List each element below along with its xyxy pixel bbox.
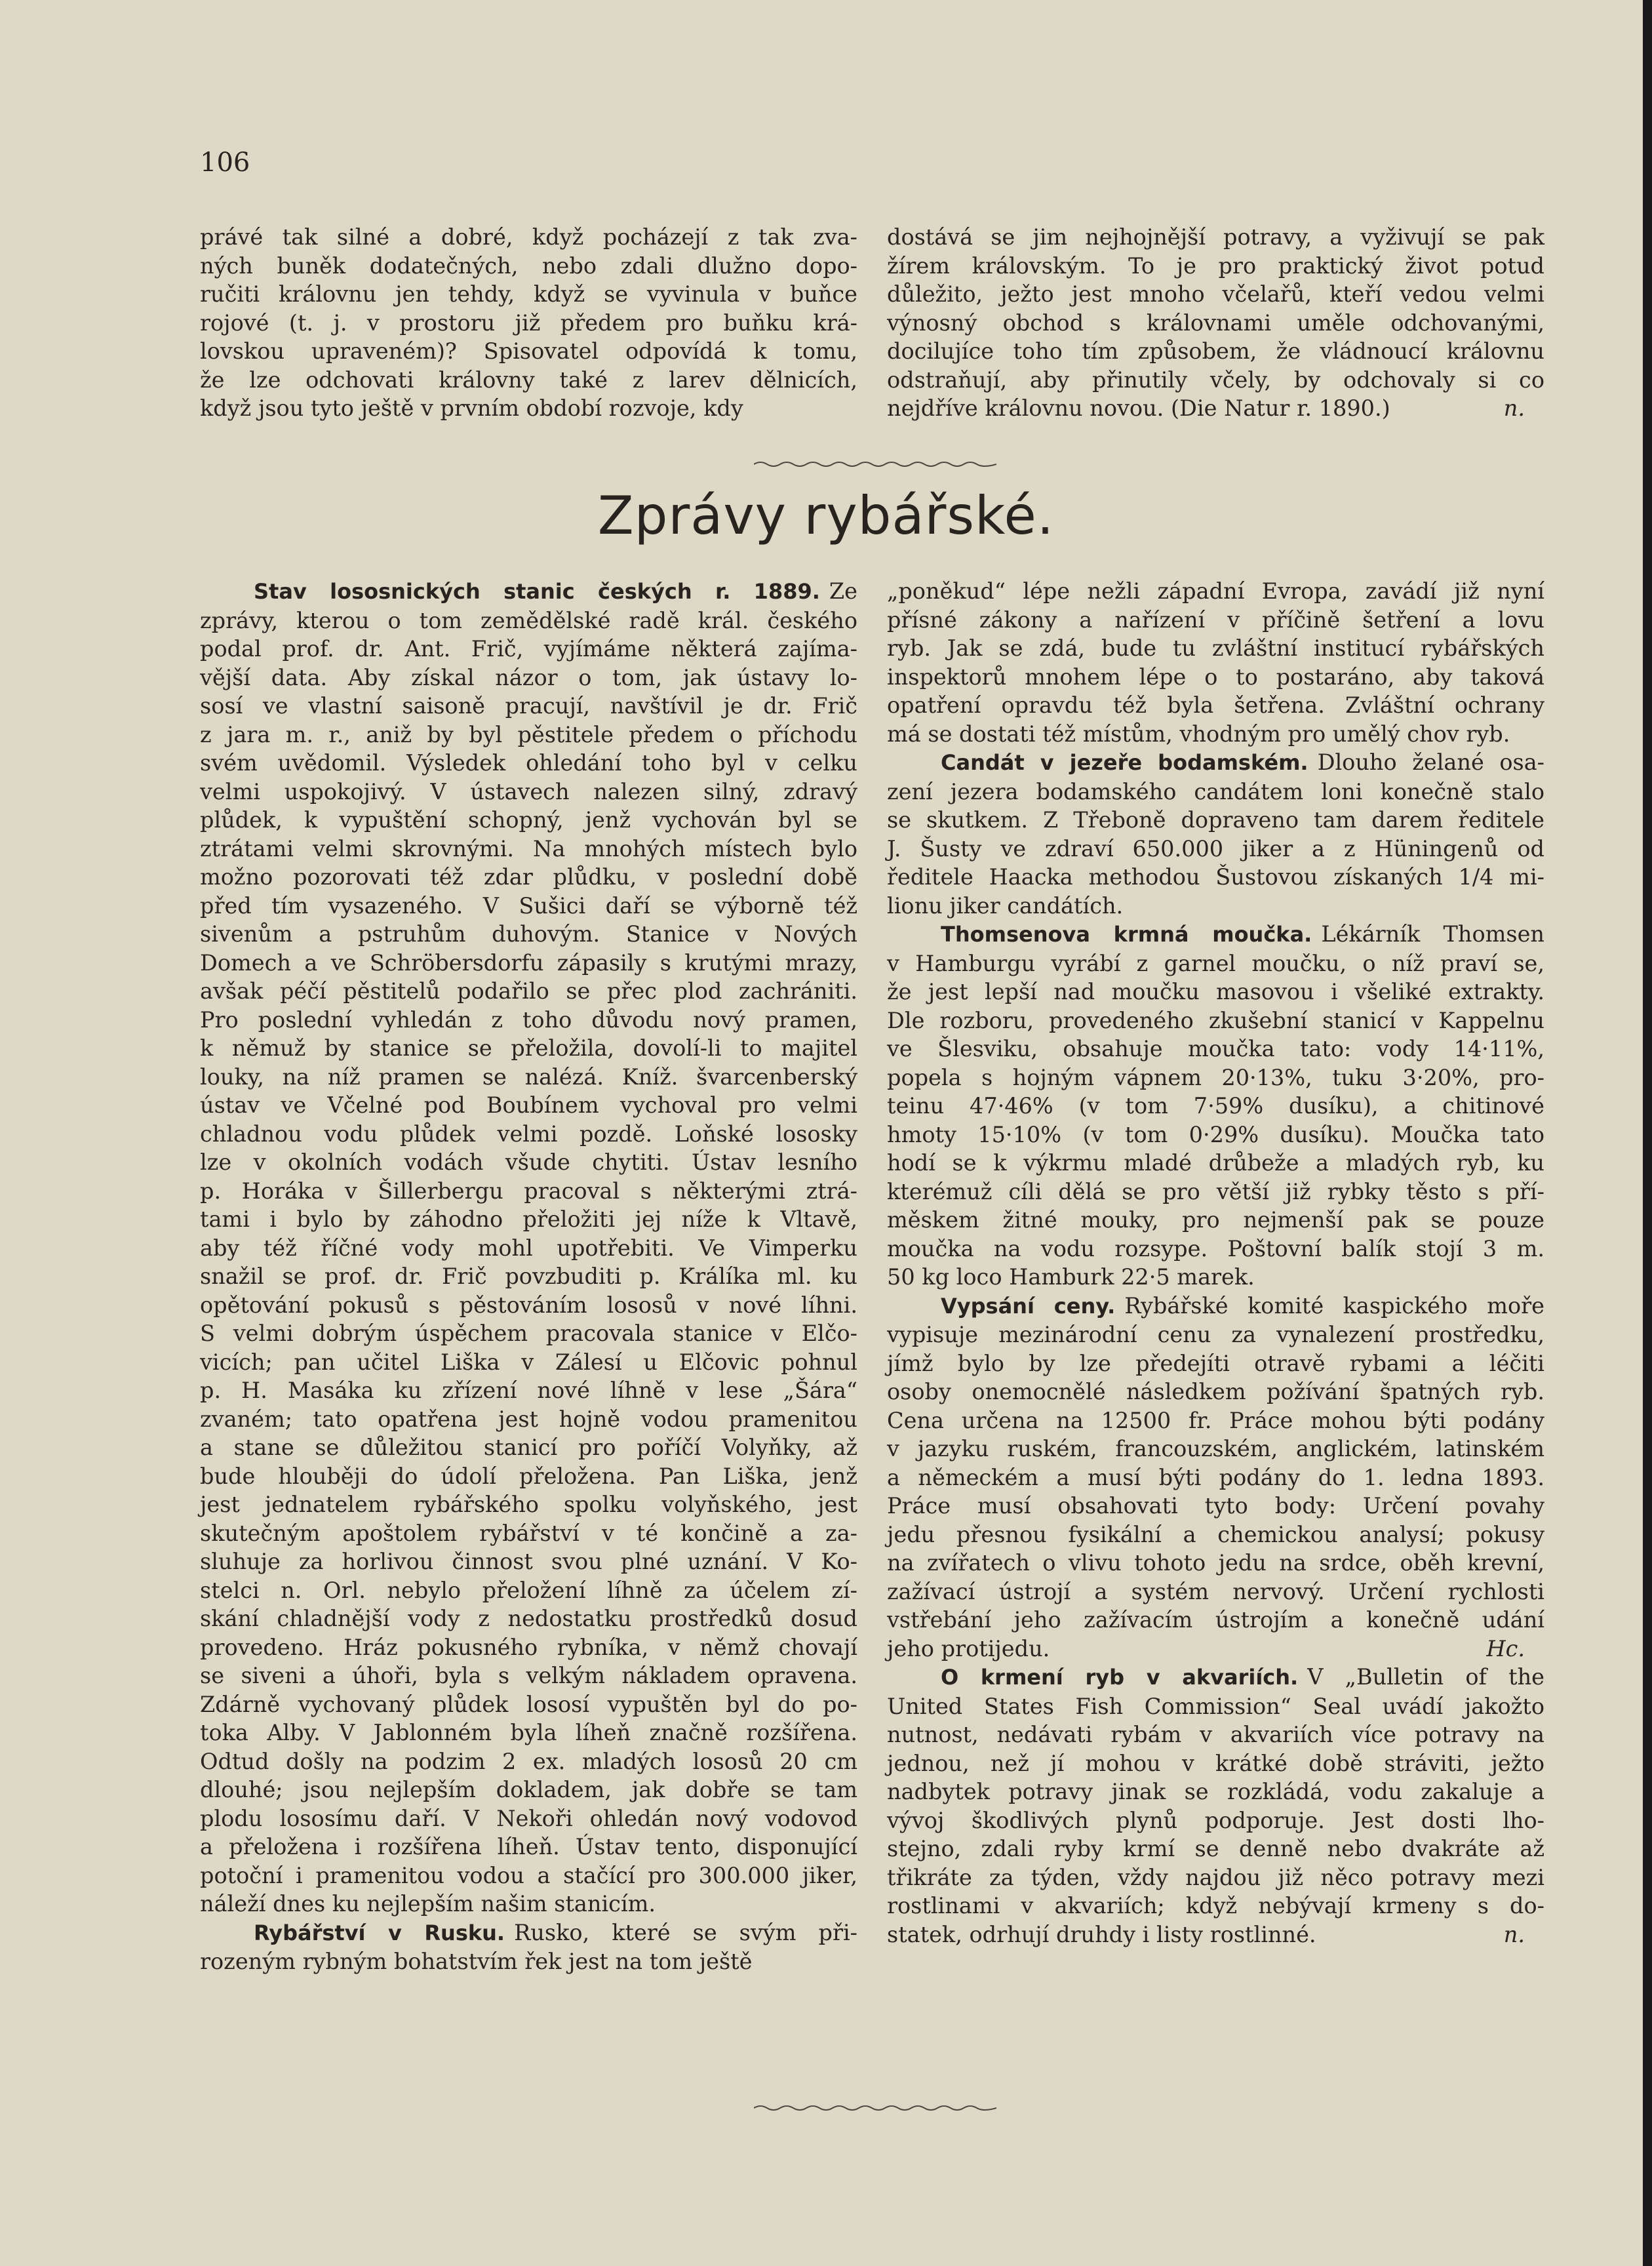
pikeperch-lake-line: se skutkem. Z Třeboně dopraveno tam darem ředitele — [887, 807, 1544, 833]
aquarium-feeding-line: nutnost, nedávati rybám v akvariích více potravy na — [887, 1722, 1544, 1747]
top-right-signature: n. — [1503, 395, 1525, 421]
ornamental-divider-top — [754, 458, 996, 471]
ornamental-divider-bottom — [754, 2101, 996, 2115]
salmon-stations-line: velmi uspokojivý. V ústavech nalezen silný, zdravý — [200, 778, 857, 805]
aquarium-feeding-line: stejno, zdali ryby krmí se denně nebo dvakráte až — [887, 1836, 1544, 1861]
top-left-line: rojové (t. j. v prostoru již předem pro buňku krá- — [200, 309, 857, 336]
salmon-stations-line: plodu lososímu daří. V Nekoři ohledán nový vodovod — [200, 1805, 857, 1831]
right-column — [887, 577, 1544, 1949]
prize-announcement-heading: Vypsání ceny. — [941, 1293, 1116, 1319]
pikeperch-lake-line: zení jezera bodamského candátem loni konečně stalo — [887, 778, 1544, 805]
prize-announcement-line: jeho protijedu. Hc. — [887, 1635, 1544, 1663]
prize-announcement-line: Vypsání ceny. Rybářské komité kaspického moře — [887, 1292, 1544, 1321]
thomsen-meal-line: ve Šlesviku, obsahuje moučka tato: vody 14·11%, — [887, 1036, 1544, 1062]
thomsen-meal-line: kterémuž cíli dělá se pro větší již rybky těsto s pří- — [887, 1178, 1544, 1204]
salmon-stations-line: sosí ve vlastní saisoně pracují, navštívil je dr. Frič — [200, 693, 857, 719]
prize-announcement-line: Cena určena na 12500 fr. Práce mohou býti podány — [887, 1407, 1544, 1433]
aquarium-feeding-signature: n. — [1503, 1921, 1525, 1947]
salmon-stations-line: louky, na níž pramen se nalézá. Kníž. švarcenberský — [200, 1063, 857, 1090]
aquarium-feeding-line: nadbytek potravy jinak se rozkládá, vodu zakaluje a — [887, 1779, 1544, 1804]
salmon-stations-line: S velmi dobrým úspěchem pracovala stanice v Elčo- — [200, 1321, 857, 1346]
russia-fishery-cont-line: opatření opravdu též byla šetřena. Zvláštní ochrany — [887, 692, 1544, 718]
thomsen-meal-line: v Hamburgu vyrábí z garnel moučku, o níž praví se, — [887, 950, 1544, 976]
top-left-line: ručiti královnu jen tehdy, když se vyvinula v buňce — [200, 281, 857, 307]
salmon-stations-line: Odtud došly na podzim 2 ex. mladých lososů 20 cm — [200, 1748, 857, 1774]
thomsen-meal-line: Thomsenova krmná moučka. Lékárník Thomsen — [887, 920, 1544, 949]
top-right-line: dostává se jim nejhojnější potravy, a vyživují se pak — [887, 224, 1544, 250]
top-right-line: nejdříve královnu novou. (Die Natur r. 1890.) n. — [887, 394, 1544, 423]
salmon-stations-line: a stane se důležitou stanicí pro poříčí Volyňky, až — [200, 1435, 857, 1460]
thomsen-meal-line: měskem žitné mouky, pro nejmenší pak se pouze — [887, 1207, 1544, 1233]
salmon-stations-line: jest jednatelem rybářského spolku volyňského, jest — [200, 1492, 857, 1517]
thomsen-meal-line: popela s hojným vápnem 20·13%, tuku 3·20%, pro- — [887, 1064, 1544, 1090]
salmon-stations-line: sivenům a pstruhům duhovým. Stanice v Nových — [200, 921, 857, 947]
salmon-stations-line: podal prof. dr. Ant. Frič, vyjímáme některá zajíma- — [200, 636, 857, 662]
salmon-stations-line: skání chladnější vody z nedostatku prostředků dosud — [200, 1606, 857, 1631]
prize-announcement-line: osoby onemocnělé následkem požívání špatných ryb. — [887, 1379, 1544, 1404]
pikeperch-lake-heading: Candát v jezeře bodamském. — [941, 750, 1308, 775]
salmon-stations-line: Domech a ve Schröbersdorfu zápasily s krutými mrazy, — [200, 949, 857, 976]
salmon-stations-line: zvaném; tato opatřena jest hojně vodou pramenitou — [200, 1406, 857, 1432]
top-left-line: právé tak silné a dobré, když pocházejí z tak zva- — [200, 224, 857, 250]
salmon-stations-line: plůdek, k vypuštění schopný, jenž vychován byl se — [200, 807, 857, 833]
salmon-stations-line: tami i bylo by záhodno přeložiti jej níže k Vltavě, — [200, 1206, 857, 1232]
top-right-line: důležito, ježto jest mnoho včelařů, kteří vedou velmi — [887, 281, 1544, 307]
salmon-stations-line: opětování pokusů s pěstováním lososů v nové líhni. — [200, 1292, 857, 1318]
russia-fishery-cont-line: „poněkud“ lépe nežli západní Evropa, zavádí již nyní — [887, 578, 1544, 604]
continued-article-left — [200, 223, 857, 423]
thomsen-meal-line: moučka na vodu rozsype. Poštovní balík stojí 3 m. — [887, 1235, 1544, 1262]
thomsen-meal-heading: Thomsenova krmná moučka. — [941, 922, 1312, 947]
top-right-line: docilujíce toho tím způsobem, že vládnoucí královnu — [887, 338, 1544, 364]
top-left-line: ných buněk dodatečných, nebo zdali dlužno dopo- — [200, 252, 857, 279]
pikeperch-lake-line: J. Šusty ve zdraví 650.000 jiker a z Hüningenů od — [887, 835, 1544, 862]
thomsen-meal-line: hodí se k výkrmu mladé drůbeže a mladých ryb, ku — [887, 1150, 1544, 1176]
left-column — [200, 577, 857, 1976]
salmon-stations-line: avšak péčí pěstitelů podařilo se přec plod zachrániti. — [200, 978, 857, 1004]
salmon-stations-line: ústav ve Včelné pod Boubínem vychoval pro velmi — [200, 1092, 857, 1118]
thomsen-meal-line: hmoty 15·10% (v tom 0·29% dusíku). Moučka tato — [887, 1121, 1544, 1147]
salmon-stations-line: lze v okolních vodách všude chytiti. Ústav lesního — [200, 1149, 857, 1175]
salmon-stations-line: ztrátami velmi skrovnými. Na mnohých místech bylo — [200, 835, 857, 862]
salmon-stations-line: vější data. Aby získal názor o tom, jak ústavy lo- — [200, 664, 857, 690]
salmon-stations-line: bude hlouběji do údolí přeložena. Pan Liška, jenž — [200, 1463, 857, 1489]
russia-fishery-line: rozeným rybným bohatstvím řek jest na tom ještě — [200, 1949, 753, 1974]
russia-fishery-cont-line: ryb. Jak se zdá, bude tu zvláštní institucí rybářských — [887, 635, 1544, 661]
salmon-stations-line: z jara m. r., aniž by byl pěstitele předem o příchodu — [200, 721, 857, 747]
salmon-stations-line: zprávy, kterou o tom zemědělské radě král. českého — [200, 607, 857, 633]
salmon-stations-line: p. Horáka v Šillerbergu pracoval s některými ztrá- — [200, 1178, 857, 1204]
thomsen-meal-line: že jest lepší nad moučku masovou i všeliké extrakty. — [887, 979, 1544, 1004]
top-right-line: výnosný obchod s královnami uměle odchovanými, — [887, 309, 1544, 336]
pikeperch-lake-line: lionu jiker candátích. — [887, 892, 1124, 919]
salmon-stations-line: možno pozorovati též zdar plůdku, v poslední době — [200, 864, 857, 890]
salmon-stations-line: před tím vysazeného. V Sušici daří se výborně též — [200, 892, 857, 919]
salmon-stations-heading: Stav lososnických stanic českých r. 1889. — [254, 579, 820, 604]
prize-announcement-line: Práce musí obsahovati tyto body: Určení povahy — [887, 1493, 1544, 1519]
salmon-stations-line: Stav lososnických stanic českých r. 1889. Ze — [200, 577, 857, 606]
salmon-stations-line: chladnou vodu plůdek velmi pozdě. Loňské lososky — [200, 1121, 857, 1147]
russia-fishery-cont-line: inspektorů mnohem lépe o to postaráno, aby taková — [887, 664, 1544, 690]
page-number: 106 — [200, 148, 250, 178]
salmon-stations-line: Zdárně vychovaný plůdek lososí vypuštěn byl do po- — [200, 1691, 857, 1717]
pikeperch-lake-line: ředitele Haacka methodou Šustovou získaných 1/4 mi- — [887, 864, 1544, 890]
russia-fishery-cont-line: má se dostati též místům, vhodným pro umělý chov ryb. — [887, 721, 1510, 747]
top-right-line: odstraňují, aby přinutily včely, by odchovaly si co — [887, 367, 1544, 393]
top-left-line: když jsou tyto ještě v prvním období rozvoje, kdy — [200, 395, 743, 421]
prize-announcement-line: zažívací ústrojí a systém nervový. Určení rychlosti — [887, 1578, 1544, 1604]
salmon-stations-line: a přeložena i rozšířena líheň. Ústav tento, disponující — [200, 1834, 857, 1859]
prize-announcement-line: vstřebání jeho zažívacím ústrojím a konečně udání — [887, 1607, 1544, 1633]
salmon-stations-line: snažil se prof. dr. Frič povzbuditi p. Králíka ml. ku — [200, 1263, 857, 1289]
pikeperch-lake-line: Candát v jezeře bodamském. Dlouho želané osa- — [887, 748, 1544, 778]
salmon-stations-line: skutečným apoštolem rybářství v té končině a za- — [200, 1520, 857, 1546]
salmon-stations-line: svém uvědomil. Výsledek ohledání toho byl v celku — [200, 750, 857, 776]
salmon-stations-line: sluhuje za horlivou činnost svou plné uznání. V Ko- — [200, 1549, 857, 1574]
prize-announcement-line: v jazyku ruském, francouzském, anglickém, latinském — [887, 1436, 1544, 1461]
book-spine-edge — [1643, 0, 1652, 2266]
section-title: Zprávy rybářské. — [597, 485, 1055, 546]
salmon-stations-line: Pro poslední vyhledán z toho důvodu nový pramen, — [200, 1006, 857, 1033]
top-right-line: žírem královským. To je pro praktický život potud — [887, 252, 1544, 279]
aquarium-feeding-line: vývoj škodlivých plynů podporuje. Jest dosti lho- — [887, 1807, 1544, 1833]
top-left-line: že lze odchovati královny také z larev dělnicích, — [200, 367, 857, 393]
thomsen-meal-line: teinu 47·46% (v tom 7·59% dusíku), a chitinové — [887, 1093, 1544, 1119]
salmon-stations-line: potoční i pramenitou vodou a stačící pro 300.000 jiker, — [200, 1862, 857, 1888]
thomsen-meal-line: 50 kg loco Hamburk 22·5 marek. — [887, 1264, 1255, 1290]
russia-fishery-line: Rybářství v Rusku. Rusko, které se svým při- — [200, 1918, 857, 1948]
aquarium-feeding-line: třikráte za týden, vždy najdou již něco potravy mezi — [887, 1864, 1544, 1890]
prize-announcement-line: na zvířatech o vlivu tohoto jedu na srdce, oběh krevní, — [887, 1550, 1544, 1576]
prize-announcement-line: jímž bylo by lze předejíti otravě rybami a léčiti — [887, 1350, 1544, 1376]
aquarium-feeding-line: O krmení ryb v akvariích. V „Bulletin of the — [887, 1663, 1544, 1692]
prize-announcement-line: vypisuje mezinárodní cenu za vynalezení prostředku, — [887, 1322, 1544, 1347]
aquarium-feeding-heading: O krmení ryb v akvariích. — [941, 1665, 1299, 1690]
salmon-stations-line: p. H. Masáka ku zřízení nové líhně v lese „Šára“ — [200, 1378, 857, 1403]
aquarium-feeding-line: rostlinami v akvariích; když nebývají krmeny s do- — [887, 1893, 1544, 1918]
aquarium-feeding-line: United States Fish Commission“ Seal uvádí jakožto — [887, 1693, 1544, 1719]
prize-announcement-line: a německém a musí býti podány do 1. ledna 1893. — [887, 1464, 1544, 1490]
prize-announcement-line: jedu přesnou fysikální a chemickou analysí; pokusy — [887, 1521, 1544, 1547]
continued-article-right — [887, 223, 1544, 423]
salmon-stations-line: toka Alby. V Jablonném byla líheň značně rozšířena. — [200, 1720, 857, 1745]
aquarium-feeding-line: jednou, než jí mohou v krátké době stráviti, ježto — [887, 1750, 1544, 1776]
salmon-stations-line: aby též říčné vody mohl upotřebiti. Ve Vimperku — [200, 1235, 857, 1261]
salmon-stations-line: provedeno. Hráz pokusného rybníka, v němž chovají — [200, 1634, 857, 1660]
salmon-stations-line: náleží dnes ku nejlepším našim stanicím. — [200, 1891, 656, 1917]
russia-fishery-cont-line: přísné zákony a nařízení v příčině šetření a lovu — [887, 606, 1544, 633]
top-left-line: lovskou upraveném)? Spisovatel odpovídá k tomu, — [200, 338, 857, 364]
salmon-stations-line: se siveni a úhoři, byla s velkým nákladem opravena. — [200, 1663, 857, 1688]
prize-announcement-signature: Hc. — [1486, 1635, 1525, 1661]
salmon-stations-line: dlouhé; jsou nejlepším dokladem, jak dobře se tam — [200, 1777, 857, 1802]
aquarium-feeding-line: statek, odrhují druhdy i listy rostlinné. n. — [887, 1920, 1544, 1949]
salmon-stations-line: k němuž by stanice se přeložila, dovolí-li to majitel — [200, 1035, 857, 1061]
salmon-stations-line: vicích; pan učitel Liška v Zálesí u Elčovic pohnul — [200, 1349, 857, 1375]
salmon-stations-line: stelci n. Orl. nebylo přeložení líhně za účelem zí- — [200, 1577, 857, 1603]
russia-fishery-heading: Rybářství v Rusku. — [254, 1920, 505, 1945]
thomsen-meal-line: Dle rozboru, provedeného zkušební stanicí v Kappelnu — [887, 1007, 1544, 1033]
